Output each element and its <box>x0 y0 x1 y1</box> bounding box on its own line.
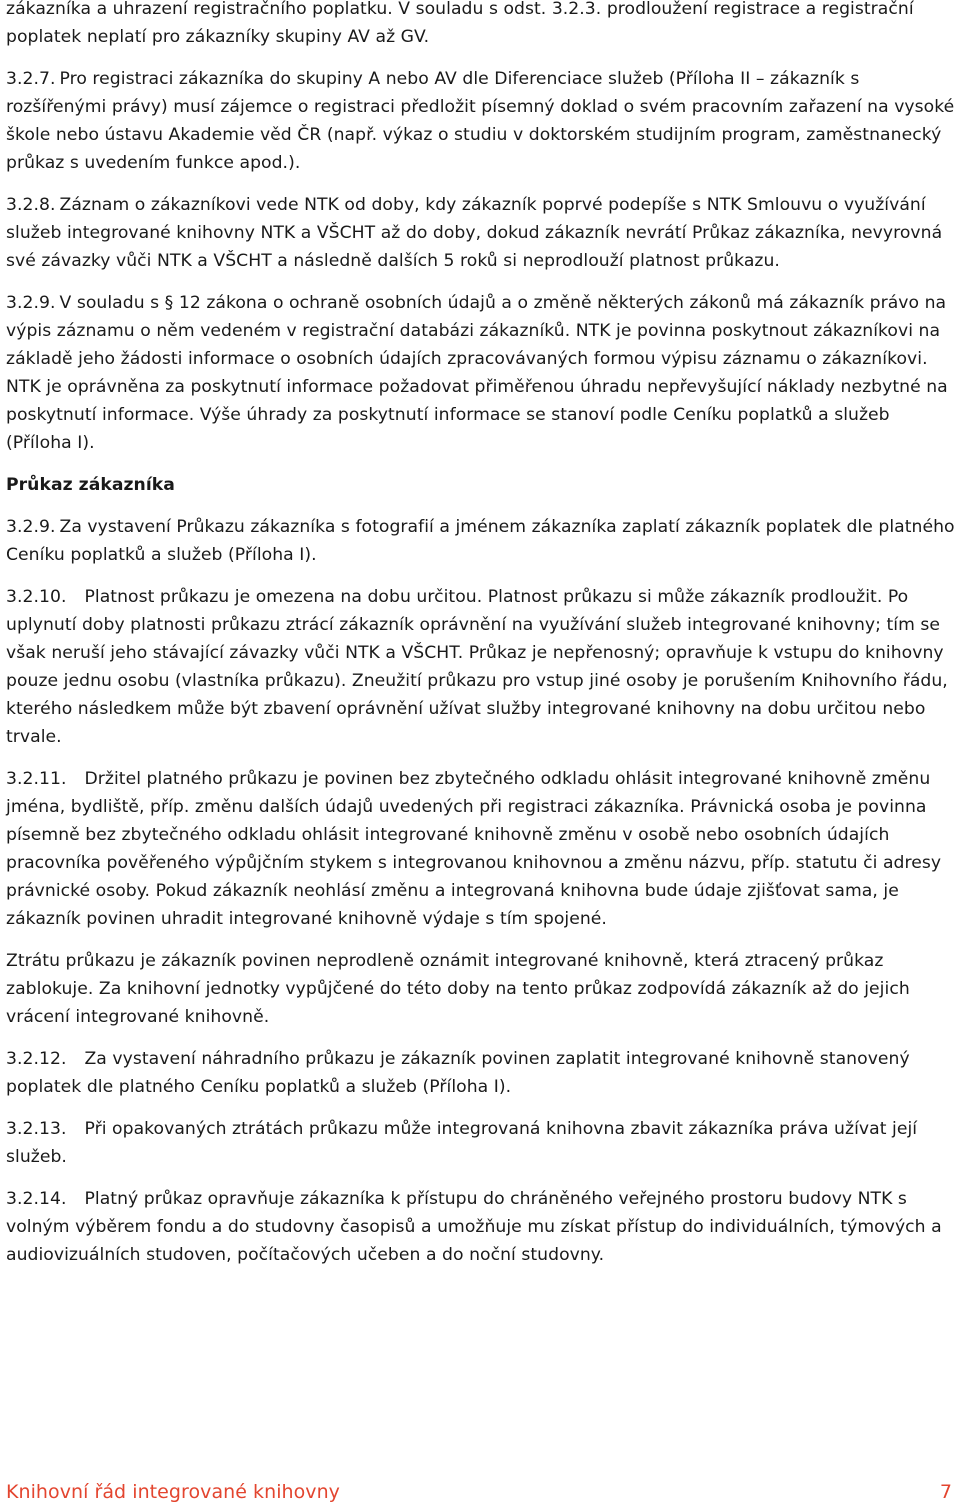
clause-number: 3.2.9. <box>6 293 56 313</box>
paragraph-text: zákazníka a uhrazení registračního poplatku. V souladu s odst. 3.2.3. prodloužení registrace a registrační poplatek neplatí pro zákazníky skupiny AV až GV. <box>6 0 914 47</box>
clause-text: Za vystavení náhradního průkazu je zákazník povinen zaplatit integrované knihovně stanovený poplatek dle platného Ceníku poplatků a služeb (Příloha I). <box>6 1049 910 1097</box>
clause-number: 3.2.13. <box>6 1119 67 1139</box>
clause-number: 3.2.11. <box>6 769 67 789</box>
clause-text: Záznam o zákazníkovi vede NTK od doby, kdy zákazník poprvé podepíše s NTK Smlouvu o využívání služeb integrované knihovny NTK a VŠCHT až do doby, dokud zákazník nevrátí Průkaz zákazníka, nevyrovná své závazky vůči NTK a VŠCHT a následně dalších 5 roků si neprodlouží platnost průkazu. <box>6 195 943 271</box>
clause-3-2-13 <box>6 1115 958 1171</box>
paragraph-continuation <box>6 0 958 51</box>
clause-number: 3.2.7. <box>6 69 56 89</box>
clause-3-2-8 <box>6 191 958 275</box>
clause-3-2-9-privacy <box>6 289 958 457</box>
clause-number: 3.2.9. <box>6 517 56 537</box>
footer-title: Knihovní řád integrované knihovny <box>6 1481 340 1503</box>
clause-number: 3.2.12. <box>6 1049 67 1069</box>
clause-3-2-9-card-fee <box>6 513 958 569</box>
clause-text: Pro registraci zákazníka do skupiny A nebo AV dle Diferenciace služeb (Příloha II – zákazník s rozšířenými právy) musí zájemce o registraci předložit písemný doklad o svém pracovním zařazení na vysoké škole nebo ústavu Akademie věd ČR (např. výkaz o studiu v doktorském studijním program, zaměstnanecký průkaz s uvedením funkce apod.). <box>6 69 955 173</box>
clause-3-2-11 <box>6 765 958 933</box>
clause-text: Platnost průkazu je omezena na dobu určitou. Platnost průkazu si může zákazník prodloužit. Po uplynutí doby platnosti průkazu ztrácí zákazník oprávnění na využívání služeb integrované knihovny; tím se však neruší jeho stávající závazky vůči NTK a VŠCHT. Průkaz je nepřenosný; opravňuje k vstupu do knihovny pouze jednu osobu (vlastníka průkazu). Zneužití průkazu pro vstup jiné osoby je porušením Knihovního řádu, kterého následkem může být zbavení oprávnění užívat služby integrované knihovny na dobu určitou nebo trvale. <box>6 587 948 747</box>
clause-text: Držitel platného průkazu je povinen bez zbytečného odkladu ohlásit integrované knihovně změnu jména, bydliště, příp. změnu dalších údajů uvedených při registraci zákazníka. Právnická osoba je povinna písemně bez zbytečného odkladu ohlásit integrované knihovně změnu v osobě nebo osobních údajích pracovníka pověřeného výpůjčním stykem s integrovanou knihovnou a změnu názvu, příp. statutu či adresy právnické osoby. Pokud zákazník neohlásí změnu a integrovaná knihovna bude údaje zjišťovat sama, je zákazník povinen uhradit integrované knihovně výdaje s tím spojené. <box>6 769 942 929</box>
document-body <box>6 0 958 1283</box>
clause-text: Při opakovaných ztrátách průkazu může integrovaná knihovna zbavit zákazníka práva užívat její služeb. <box>6 1119 918 1167</box>
clause-3-2-14 <box>6 1185 958 1269</box>
clause-text: V souladu s § 12 zákona o ochraně osobních údajů a o změně některých zákonů má zákazník právo na výpis záznamu o něm vedeném v registrační databázi zákazníků. NTK je povinna poskytnout zákazníkovi na základě jeho žádosti informace o osobních údajích zpracovávaných formou výpisu záznamu o zákazníkovi. NTK je oprávněna za poskytnutí informace požadovat přiměřenou úhradu nepřevyšující náklady nezbytné na poskytnutí informace. Výše úhrady za poskytnutí informace se stanoví podle Ceníku poplatků a služeb (Příloha I). <box>6 293 948 453</box>
paragraph-card-loss <box>6 947 958 1031</box>
clause-number: 3.2.10. <box>6 587 67 607</box>
clause-text: Platný průkaz opravňuje zákazníka k přístupu do chráněného veřejného prostoru budovy NTK s volným výběrem fondu a do studovny časopisů a umožňuje mu získat přístup do individuálních, týmových a audiovizuálních studoven, počítačových učeben a do noční studovny. <box>6 1189 942 1265</box>
clause-number: 3.2.8. <box>6 195 56 215</box>
clause-number: 3.2.14. <box>6 1189 67 1209</box>
page-number: 7 <box>939 1481 952 1503</box>
section-heading: Průkaz zákazníka <box>6 475 175 495</box>
clause-3-2-7 <box>6 65 958 177</box>
clause-3-2-12 <box>6 1045 958 1101</box>
paragraph-text: Ztrátu průkazu je zákazník povinen neprodleně oznámit integrované knihovně, která ztracený průkaz zablokuje. Za knihovní jednotky vypůjčené do této doby na tento průkaz zodpovídá zákazník až do jejich vrácení integrované knihovně. <box>6 951 910 1027</box>
page-footer <box>6 1477 952 1507</box>
clause-3-2-10 <box>6 583 958 751</box>
clause-text: Za vystavení Průkazu zákazníka s fotografií a jménem zákazníka zaplatí zákazník poplatek dle platného Ceníku poplatků a služeb (Příloha I). <box>6 517 955 565</box>
